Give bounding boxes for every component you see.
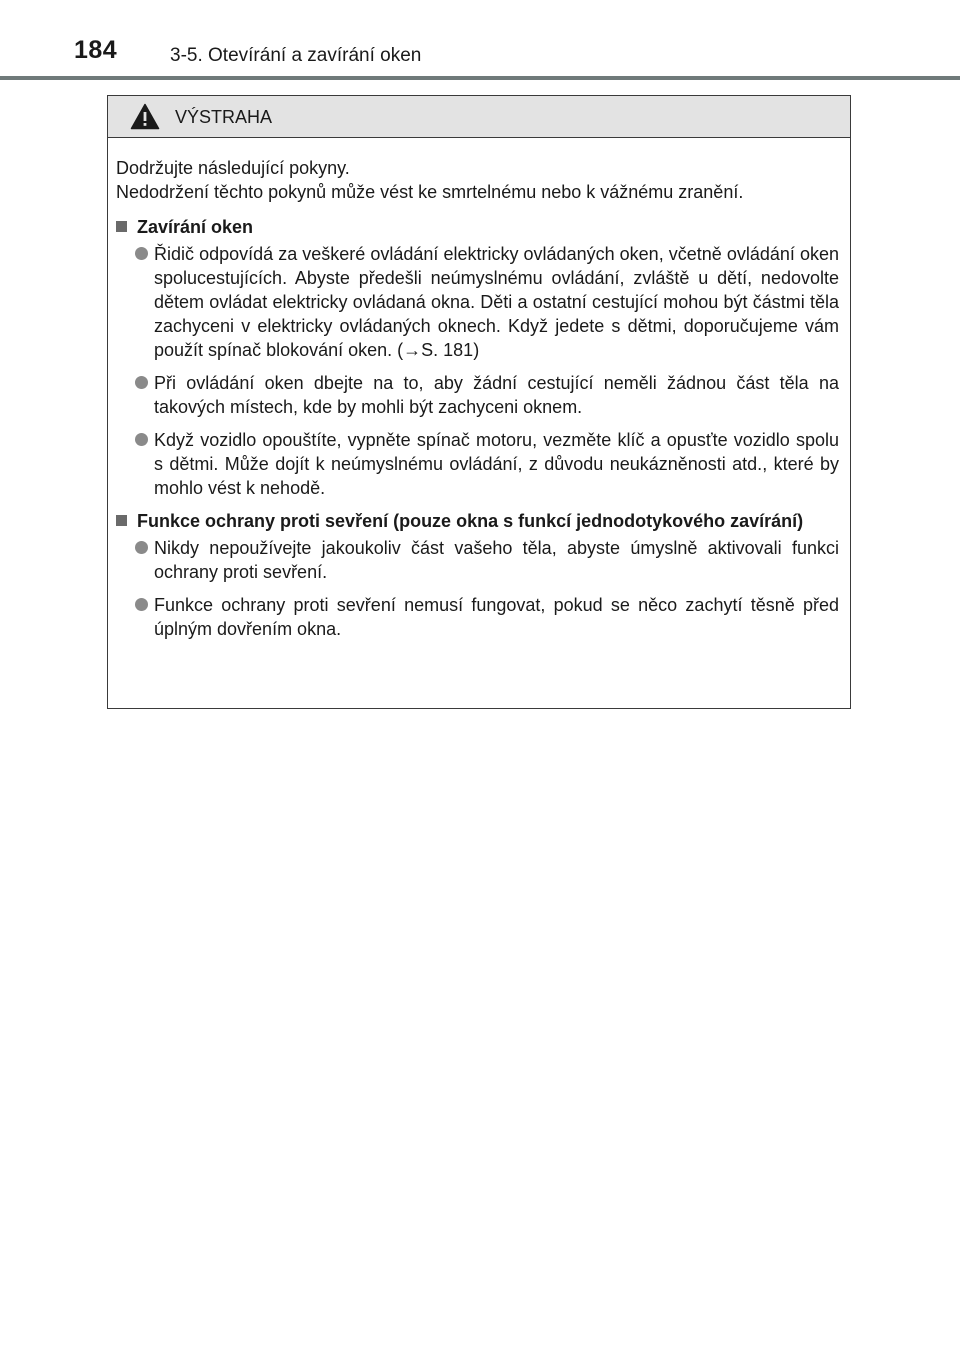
intro-line: Nedodržení těchto pokynů může vést ke smrtelnému nebo k vážnému zranění. (116, 182, 744, 202)
bullet-item: Funkce ochrany proti sevření nemusí fungovat, pokud se něco zachytí těsně před úplným dovřením okna. (135, 593, 839, 641)
header-rule (0, 76, 960, 80)
intro-line: Dodržujte následující pokyny. (116, 158, 350, 178)
page-header (0, 0, 960, 80)
warning-box (107, 95, 851, 709)
round-bullet-icon (135, 433, 148, 446)
square-bullet-icon (116, 515, 127, 526)
warning-body (108, 138, 850, 641)
warning-label: VÝSTRAHA (175, 107, 273, 127)
page-number: 184 (74, 36, 118, 64)
bullet-item: Nikdy nepoužívejte jakoukoliv část vašeho těla, abyste úmyslně aktivovali funkci ochrany proti sevření. (135, 536, 839, 584)
section-heading: Zavírání oken (116, 215, 839, 239)
round-bullet-icon (135, 598, 148, 611)
round-bullet-icon (135, 247, 148, 260)
bullet-item: Když vozidlo opouštíte, vypněte spínač motoru, vezměte klíč a opusťte vozidlo spolu s dětmi. Může dojít k neúmyslnému ovládání, z důvodu neukázněnosti atd., které by mohlo vést k nehodě. (135, 428, 839, 500)
section-closing-windows (116, 215, 839, 500)
section-jam-protection (116, 509, 839, 641)
round-bullet-icon (135, 376, 148, 389)
square-bullet-icon (116, 221, 127, 232)
bullet-item: Při ovládání oken dbejte na to, aby žádní cestující neměli žádnou část těla na takových místech, kde by mohli být zachyceni oknem. (135, 371, 839, 419)
section-title: 3-5. Otevírání a zavírání oken (170, 45, 422, 66)
warning-intro (116, 156, 839, 204)
round-bullet-icon (135, 541, 148, 554)
warning-triangle-icon (130, 103, 160, 130)
warning-header (108, 96, 850, 138)
section-heading: Funkce ochrany proti sevření (pouze okna s funkcí jednodotykového zavírání) (116, 509, 839, 533)
bullet-item: Řidič odpovídá za veškeré ovládání elektricky ovládaných oken, včetně ovládání oken spolucestujících. Abyste předešli neúmyslnému ovládání, zvláště u dětí, nedovolte dětem ovládat elektricky ovládaná okna. Děti a ostatní cestující mohou být částmi těla zachyceni v elektricky ovládaných oknech. Když jedete s dětmi, doporučujeme vám použít spínač blokování oken. (→S. 181) (135, 242, 839, 362)
